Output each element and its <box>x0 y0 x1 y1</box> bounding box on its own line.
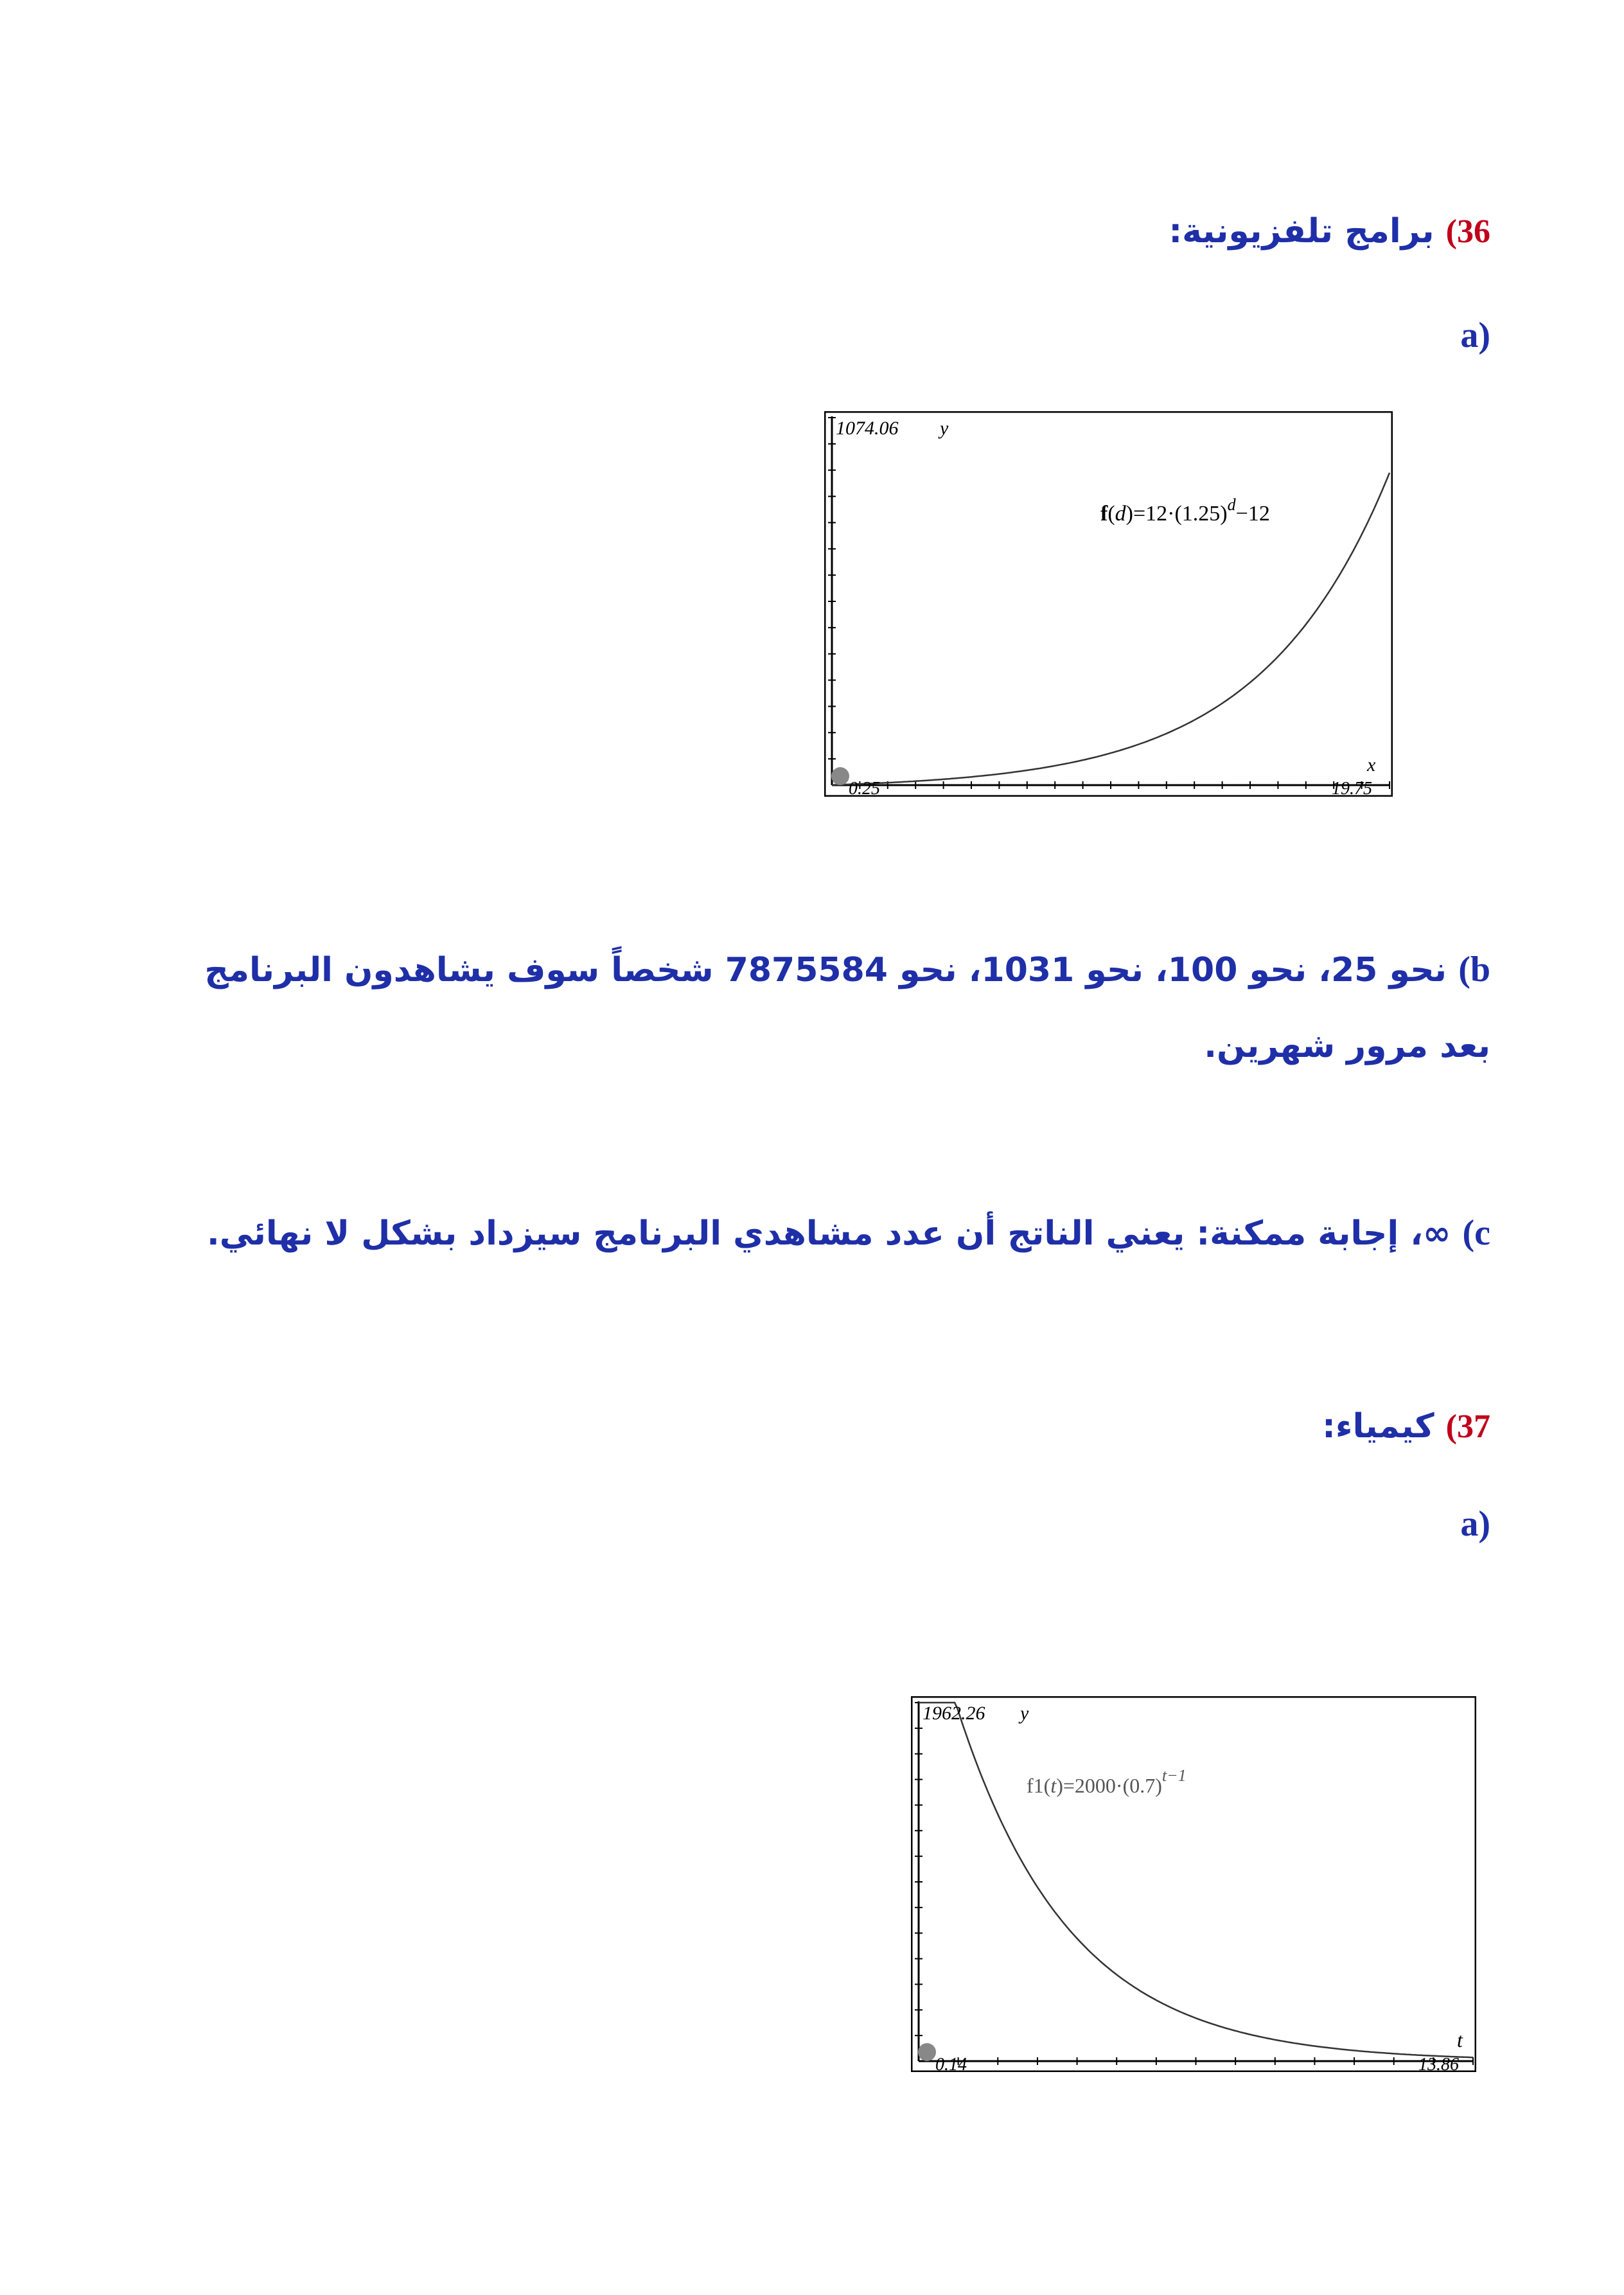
q37-part-a: (a <box>1460 1504 1490 1544</box>
graph-36-frame <box>825 412 1392 796</box>
q36-part-a: (a <box>1460 315 1490 355</box>
graph-37-svg <box>911 1696 1476 2072</box>
q36-title: برامج تلفزيونية: <box>1169 212 1434 251</box>
graph-36-svg <box>824 411 1393 797</box>
graph-37-y-label: y <box>1020 1703 1029 1724</box>
q36-part-c <box>148 1195 1490 1272</box>
graph-37-xmax: 13.86 <box>1418 2055 1459 2072</box>
q36-heading <box>1169 212 1490 251</box>
graph-36-xmin: 0.25 <box>849 779 880 797</box>
graph-36-play-icon[interactable] <box>831 767 849 785</box>
graph-36-formula-name: f <box>1100 502 1108 526</box>
graph-36-formula-var: d <box>1115 502 1126 526</box>
graph-37-formula-var: t <box>1050 1774 1057 1797</box>
graph-37-xmin: 0.14 <box>935 2055 967 2072</box>
graph-37-formula-body: =2000·(0.7) <box>1063 1774 1162 1797</box>
graph-36-y-label: y <box>940 418 949 439</box>
graph-37-play-icon[interactable] <box>918 2043 936 2061</box>
graph-37-ymax: 1962.26 <box>922 1703 985 1724</box>
q36-part-c-label: c) <box>1462 1213 1490 1253</box>
q37-heading <box>1322 1407 1490 1446</box>
graph-37 <box>911 1696 1476 2072</box>
q36-number: 36) <box>1445 213 1490 250</box>
graph-37-x-label: t <box>1457 2028 1463 2051</box>
graph-37-frame <box>912 1697 1476 2071</box>
graph-36-xmax: 19.75 <box>1332 779 1372 797</box>
q37-number: 37) <box>1445 1408 1490 1445</box>
graph-36-formula-body: =12·(1.25) <box>1133 502 1228 526</box>
q36-part-b <box>148 932 1490 1084</box>
graph-36 <box>824 411 1393 797</box>
graph-37-formula: $f1(t)=2000\cdot(0.7)^{t-1}$ <box>1027 1766 1187 1797</box>
graph-37-formula-name: f1 <box>1027 1774 1044 1797</box>
graph-36-x-label: x <box>1367 754 1376 775</box>
graph-36-formula-tail: −12 <box>1235 502 1270 526</box>
graph-36-ymax: 1074.06 <box>836 418 899 439</box>
q37-title: كيمياء: <box>1322 1407 1434 1446</box>
graph-37-formula-exp: t−1 <box>1161 1766 1187 1785</box>
q36-part-b-label: b) <box>1458 950 1490 989</box>
q36-part-c-text: ∞، إجابة ممكنة: يعني الناتج أن عدد مشاهدي البرنامج سيزداد بشكل لا نهائي. <box>207 1214 1451 1253</box>
q36-part-b-text: نحو 25، نحو 100، نحو 1031، نحو 7875584 شخصاً سوف يشاهدون البرنامج بعد مرور شهرين. <box>204 951 1490 1065</box>
graph-36-formula: $f(d)=12\cdot(1.25)^d-12$ <box>1100 495 1270 526</box>
graph-36-formula-exp: d <box>1227 495 1236 514</box>
